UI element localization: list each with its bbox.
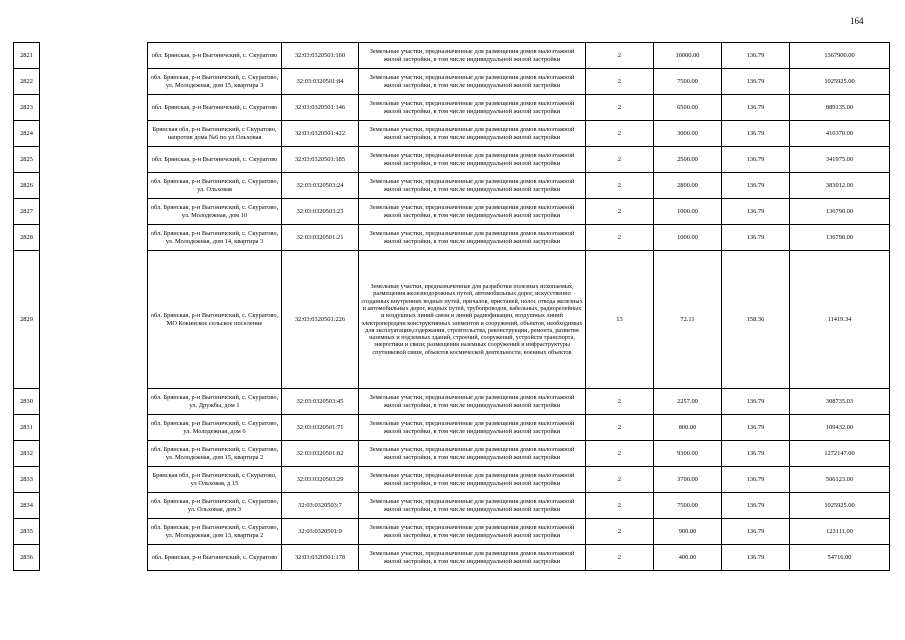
table-row [14, 389, 890, 415]
cadastral-value-cell: 1272147.00 [790, 441, 890, 467]
row-number-cell: 2832 [14, 441, 40, 467]
group-number-cell: 2 [586, 389, 654, 415]
cadastral-value-cell: 109432.00 [790, 415, 890, 441]
row-number-cell: 2824 [14, 121, 40, 147]
table-row [14, 95, 890, 121]
land-purpose-cell: Земельные участки, предназначенные для размещения домов малоэтажной жилой застройки, в том числе индивидуальной жилой застройки [359, 225, 586, 251]
cadastral-number-cell: 32:03:0320501:71 [282, 415, 359, 441]
land-purpose-cell: Земельные участки, предназначенные для размещения домов малоэтажной жилой застройки, в том числе индивидуальной жилой застройки [359, 519, 586, 545]
table-row [14, 43, 890, 69]
row-number-cell: 2822 [14, 69, 40, 95]
spacer-cell [40, 441, 148, 467]
row-number-cell: 2830 [14, 389, 40, 415]
table-row [14, 121, 890, 147]
area-cell: 1000.00 [654, 225, 722, 251]
cadastral-number-cell: 32:03:0320501:422 [282, 121, 359, 147]
cadastral-value-cell: 383012.00 [790, 173, 890, 199]
rate-cell: 136.79 [722, 43, 790, 69]
land-register-table [13, 42, 890, 571]
table-row [14, 519, 890, 545]
cadastral-number-cell: 32:03:0320501:178 [282, 545, 359, 571]
cadastral-number-cell: 32:03:0320501:9 [282, 519, 359, 545]
area-cell: 2257.00 [654, 389, 722, 415]
cadastral-value-cell: 54716.00 [790, 545, 890, 571]
table-row [14, 147, 890, 173]
cadastral-value-cell: 1025925.00 [790, 493, 890, 519]
row-number-cell: 2831 [14, 415, 40, 441]
cadastral-number-cell: 32:03:0320503:7 [282, 493, 359, 519]
cadastral-number-cell: 32:03:0320503:45 [282, 389, 359, 415]
area-cell: 7500.00 [654, 69, 722, 95]
row-number-cell: 2827 [14, 199, 40, 225]
row-number-cell: 2825 [14, 147, 40, 173]
area-cell: 900.00 [654, 519, 722, 545]
land-purpose-cell: Земельные участки, предназначенные для размещения домов малоэтажной жилой застройки, в том числе индивидуальной жилой застройки [359, 415, 586, 441]
area-cell: 2500.00 [654, 147, 722, 173]
spacer-cell [40, 389, 148, 415]
land-purpose-cell: Земельные участки, предназначенные для размещения домов малоэтажной жилой застройки, в том числе индивидуальной жилой застройки [359, 467, 586, 493]
spacer-cell [40, 467, 148, 493]
address-cell: обл. Брянская, р-н Выгоничский, с. Скуратово, ул. Молодежная, дом 6 [148, 415, 282, 441]
area-cell: 400.00 [654, 545, 722, 571]
cadastral-value-cell: 308735.03 [790, 389, 890, 415]
table-row [14, 467, 890, 493]
cadastral-number-cell: 32:03:0320501:84 [282, 69, 359, 95]
land-purpose-cell: Земельные участки, предназначенные для размещения домов малоэтажной жилой застройки, в том числе индивидуальной жилой застройки [359, 441, 586, 467]
table-row [14, 415, 890, 441]
cadastral-value-cell: 341975.00 [790, 147, 890, 173]
table-row [14, 69, 890, 95]
page-number: 164 [850, 16, 864, 26]
cadastral-number-cell: 32:03:0320503:29 [282, 467, 359, 493]
row-number-cell: 2833 [14, 467, 40, 493]
cadastral-number-cell: 32:03:0320501:226 [282, 251, 359, 389]
address-cell: обл. Брянская, р-н Выгоничский, с. Скуратово [148, 43, 282, 69]
land-purpose-cell: Земельные участки, предназначенные для размещения домов малоэтажной жилой застройки, в том числе индивидуальной жилой застройки [359, 121, 586, 147]
rate-cell: 136.79 [722, 519, 790, 545]
group-number-cell: 2 [586, 519, 654, 545]
spacer-cell [40, 545, 148, 571]
cadastral-number-cell: 32:03:0320501:146 [282, 95, 359, 121]
rate-cell: 136.79 [722, 225, 790, 251]
cadastral-value-cell: 506123.00 [790, 467, 890, 493]
rate-cell: 136.79 [722, 545, 790, 571]
rate-cell: 136.79 [722, 95, 790, 121]
rate-cell: 158.36 [722, 251, 790, 389]
land-purpose-cell: Земельные участки, предназначенные для разработки полезных ископаемых, размещения железнодорожных путей, автомобильных дорог, искусственно созданных внутренних водных путей, причалов, пристаней, полос отвода железных и автомобильных дорог, водных путей, трубопроводов, кабельных, радиорелейных и воздушных линий связи и линий радиофикации, воздушных линий электропередачи конструктивных элементов и сооружений, объектов, необходимых для эксплуатации,содержания, строительства, реконструкции, ремонта, развития наземных и подземных зданий, строений, сооружений, устройств транспорта, энергетики и связи; размещения наземных сооружений и инфраструктуры спутниковой связи, объектов космической деятельности, военных объектов [359, 251, 586, 389]
spacer-cell [40, 415, 148, 441]
spacer-cell [40, 199, 148, 225]
row-number-cell: 2829 [14, 251, 40, 389]
rate-cell: 136.79 [722, 389, 790, 415]
area-cell: 10000.00 [654, 43, 722, 69]
cadastral-value-cell: 123111.00 [790, 519, 890, 545]
cadastral-value-cell: 889135.00 [790, 95, 890, 121]
group-number-cell: 2 [586, 147, 654, 173]
spacer-cell [40, 147, 148, 173]
area-cell: 6500.00 [654, 95, 722, 121]
address-cell: Брянская обл, р-н Выгоничский, с Скуратово, напротив дома №6 по ул Ольховая [148, 121, 282, 147]
cadastral-value-cell: 1367900.00 [790, 43, 890, 69]
row-number-cell: 2835 [14, 519, 40, 545]
land-purpose-cell: Земельные участки, предназначенные для размещения домов малоэтажной жилой застройки, в том числе индивидуальной жилой застройки [359, 147, 586, 173]
land-purpose-cell: Земельные участки, предназначенные для размещения домов малоэтажной жилой застройки, в том числе индивидуальной жилой застройки [359, 389, 586, 415]
table-row [14, 493, 890, 519]
cadastral-value-cell: 1025925.00 [790, 69, 890, 95]
row-number-cell: 2828 [14, 225, 40, 251]
cadastral-value-cell: 410370.00 [790, 121, 890, 147]
address-cell: обл. Брянская, р-н Выгоничский, с. Скуратово [148, 147, 282, 173]
address-cell: обл. Брянская, р-н Выгоничский, с. Скуратово [148, 95, 282, 121]
group-number-cell: 2 [586, 467, 654, 493]
spacer-cell [40, 493, 148, 519]
row-number-cell: 2834 [14, 493, 40, 519]
group-number-cell: 2 [586, 545, 654, 571]
cadastral-value-cell: 136790.00 [790, 199, 890, 225]
row-number-cell: 2821 [14, 43, 40, 69]
land-purpose-cell: Земельные участки, предназначенные для размещения домов малоэтажной жилой застройки, в том числе индивидуальной жилой застройки [359, 199, 586, 225]
address-cell: обл. Брянская, р-н Выгоничский, с. Скуратово, МО Кокинское сельское поселение [148, 251, 282, 389]
group-number-cell: 2 [586, 199, 654, 225]
land-purpose-cell: Земельные участки, предназначенные для размещения домов малоэтажной жилой застройки, в том числе индивидуальной жилой застройки [359, 43, 586, 69]
table-row [14, 199, 890, 225]
cadastral-number-cell: 32:03:0320501:82 [282, 441, 359, 467]
rate-cell: 136.79 [722, 147, 790, 173]
rate-cell: 136.79 [722, 121, 790, 147]
group-number-cell: 2 [586, 415, 654, 441]
spacer-cell [40, 121, 148, 147]
area-cell: 3000.00 [654, 121, 722, 147]
cadastral-value-cell: 136790.00 [790, 225, 890, 251]
area-cell: 3700.00 [654, 467, 722, 493]
cadastral-number-cell: 32:03:0320501:160 [282, 43, 359, 69]
cadastral-value-cell: 11419.34 [790, 251, 890, 389]
rate-cell: 136.79 [722, 493, 790, 519]
address-cell: обл. Брянская, р-н Выгоничский, с. Скуратово, ул. Молодежная, дом 13, квартира 2 [148, 519, 282, 545]
spacer-cell [40, 43, 148, 69]
group-number-cell: 2 [586, 43, 654, 69]
area-cell: 9300.00 [654, 441, 722, 467]
group-number-cell: 2 [586, 225, 654, 251]
group-number-cell: 2 [586, 493, 654, 519]
group-number-cell: 13 [586, 251, 654, 389]
area-cell: 72.11 [654, 251, 722, 389]
spacer-cell [40, 173, 148, 199]
land-purpose-cell: Земельные участки, предназначенные для размещения домов малоэтажной жилой застройки, в том числе индивидуальной жилой застройки [359, 95, 586, 121]
address-cell: Брянская обл, р-н Выгоничский, с Скуратово, ул Ольховая, д 15 [148, 467, 282, 493]
spacer-cell [40, 225, 148, 251]
area-cell: 800.00 [654, 415, 722, 441]
table-row [14, 173, 890, 199]
table-row [14, 545, 890, 571]
area-cell: 2800.00 [654, 173, 722, 199]
land-purpose-cell: Земельные участки, предназначенные для размещения домов малоэтажной жилой застройки, в том числе индивидуальной жилой застройки [359, 493, 586, 519]
address-cell: обл. Брянская, р-н Выгоничский, с. Скуратово, ул. Ольховая, дом 3 [148, 493, 282, 519]
group-number-cell: 2 [586, 173, 654, 199]
cadastral-number-cell: 32:03:0320503:23 [282, 199, 359, 225]
table-row [14, 441, 890, 467]
spacer-cell [40, 95, 148, 121]
spacer-cell [40, 251, 148, 389]
address-cell: обл. Брянская, р-н Выгоничский, с. Скуратово, ул. Молодежная, дом 15, квартира 3 [148, 69, 282, 95]
land-purpose-cell: Земельные участки, предназначенные для размещения домов малоэтажной жилой застройки, в том числе индивидуальной жилой застройки [359, 69, 586, 95]
row-number-cell: 2823 [14, 95, 40, 121]
address-cell: обл. Брянская, р-н Выгоничский, с. Скуратово, ул. Дружбы, дом 1 [148, 389, 282, 415]
address-cell: обл. Брянская, р-н Выгоничский, с. Скуратово, ул. Молодежная, дом 15, квартира 2 [148, 441, 282, 467]
group-number-cell: 2 [586, 121, 654, 147]
group-number-cell: 2 [586, 95, 654, 121]
rate-cell: 136.79 [722, 173, 790, 199]
group-number-cell: 2 [586, 441, 654, 467]
rate-cell: 136.79 [722, 69, 790, 95]
rate-cell: 136.79 [722, 415, 790, 441]
rate-cell: 136.79 [722, 199, 790, 225]
row-number-cell: 2826 [14, 173, 40, 199]
rate-cell: 136.79 [722, 441, 790, 467]
group-number-cell: 2 [586, 69, 654, 95]
area-cell: 7500.00 [654, 493, 722, 519]
area-cell: 1000.00 [654, 199, 722, 225]
rate-cell: 136.79 [722, 467, 790, 493]
row-number-cell: 2836 [14, 545, 40, 571]
address-cell: обл. Брянская, р-н Выгоничский, с. Скуратово, ул. Молодежная, дом 10 [148, 199, 282, 225]
table-row [14, 251, 890, 389]
address-cell: обл. Брянская, р-н Выгоничский, с. Скуратово [148, 545, 282, 571]
spacer-cell [40, 69, 148, 95]
table-row [14, 225, 890, 251]
cadastral-number-cell: 32:03:0320503:24 [282, 173, 359, 199]
address-cell: обл. Брянская, р-н Выгоничский, с. Скуратово, ул. Молодежная, дом 14, квартира 3 [148, 225, 282, 251]
cadastral-number-cell: 32:03:0320501:21 [282, 225, 359, 251]
land-purpose-cell: Земельные участки, предназначенные для размещения домов малоэтажной жилой застройки, в том числе индивидуальной жилой застройки [359, 545, 586, 571]
spacer-cell [40, 519, 148, 545]
land-purpose-cell: Земельные участки, предназначенные для размещения домов малоэтажной жилой застройки, в том числе индивидуальной жилой застройки [359, 173, 586, 199]
cadastral-number-cell: 32:03:0320501:185 [282, 147, 359, 173]
address-cell: обл. Брянская, р-н Выгоничский, с. Скуратово, ул. Ольховая [148, 173, 282, 199]
